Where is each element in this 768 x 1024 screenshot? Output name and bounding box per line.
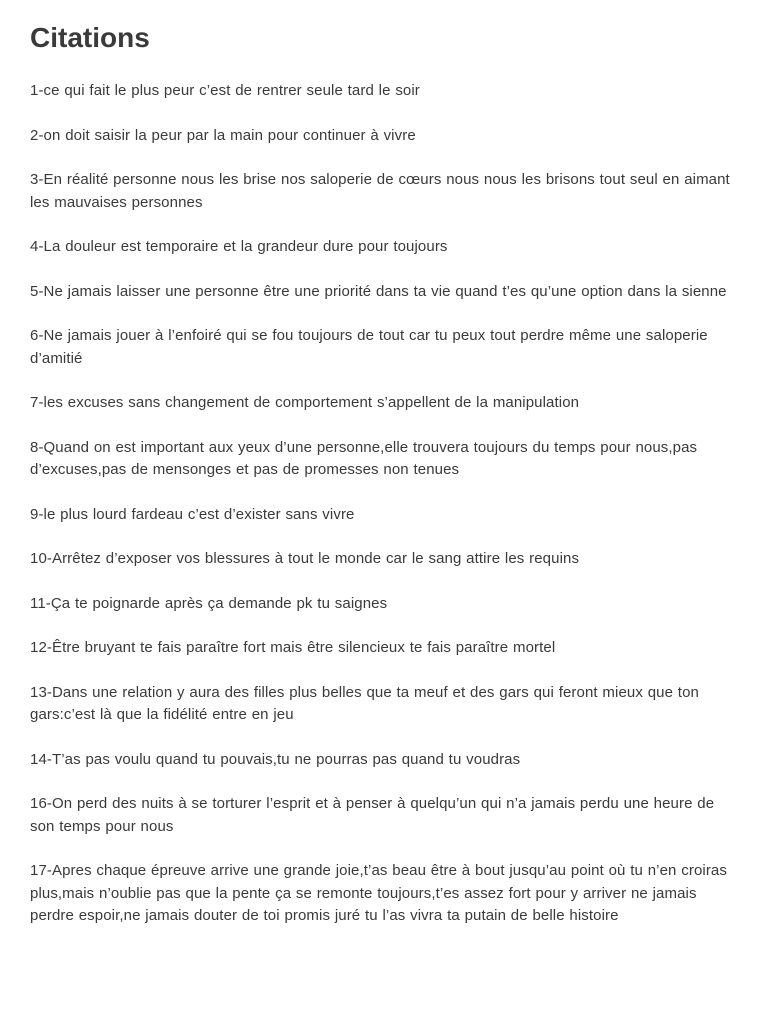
quote-item: 1-ce qui fait le plus peur c’est de rentrer seule tard le soir xyxy=(30,82,420,99)
quote-item: 16-On perd des nuits à se torturer l’esprit et à penser à quelqu’un qui n’a jamais perdu une heure de son temps pour nous xyxy=(30,795,715,835)
quote-item: 13-Dans une relation y aura des filles plus belles que ta meuf et des gars qui feront mieux que ton gars:c’est là que la fidélité entre en jeu xyxy=(30,683,699,723)
quote-item: 14-T’as pas voulu quand tu pouvais,tu ne pourras pas quand tu voudras xyxy=(30,750,521,768)
quote-item: 10-Arrêtez d’exposer vos blessures à tout le monde car le sang attire les requins xyxy=(30,550,580,567)
quote-item: 7-les excuses sans changement de comportement s’appellent de la manipulation xyxy=(30,394,580,411)
quote-item: 11-Ça te poignarde après ça demande pk tu saignes xyxy=(30,594,388,612)
quote-item: 2-on doit saisir la peur par la main pour continuer à vivre xyxy=(30,126,416,144)
quote-item: 12-Être bruyant te fais paraître fort mais être silencieux te fais paraître mortel xyxy=(30,639,556,656)
quote-item: 8-Quand on est important aux yeux d’une personne,elle trouvera toujours du temps pour nous,pas d’excuses,pas de mensonges et pas de promesses non tenues xyxy=(30,438,698,478)
page-title: Citations xyxy=(30,22,150,53)
quote-item: 3-En réalité personne nous les brise nos saloperie de cœurs nous nous les brisons tout seul en aimant les mauvaises personnes xyxy=(30,171,730,211)
quote-item: 4-La douleur est temporaire et la grandeur dure pour toujours xyxy=(30,238,448,255)
quote-item: 6-Ne jamais jouer à l’enfoiré qui se fou toujours de tout car tu peux tout perdre même une saloperie d’amitié xyxy=(30,327,708,367)
quote-item: 5-Ne jamais laisser une personne être une priorité dans ta vie quand t’es qu’une option dans la sienne xyxy=(30,282,727,300)
quote-list xyxy=(30,80,738,928)
quote-item: 9-le plus lourd fardeau c’est d’exister sans vivre xyxy=(30,505,355,523)
quote-item: 17-Apres chaque épreuve arrive une grande joie,t’as beau être à bout jusqu’au point où tu n’en croiras plus,mais n’oublie pas que la pente ça se remonte toujours,t’es assez fort pour y arriver ne jamais perdre espoir,ne jamais douter de toi promis juré tu l’as vivra ta putain de belle histoire xyxy=(30,862,727,924)
